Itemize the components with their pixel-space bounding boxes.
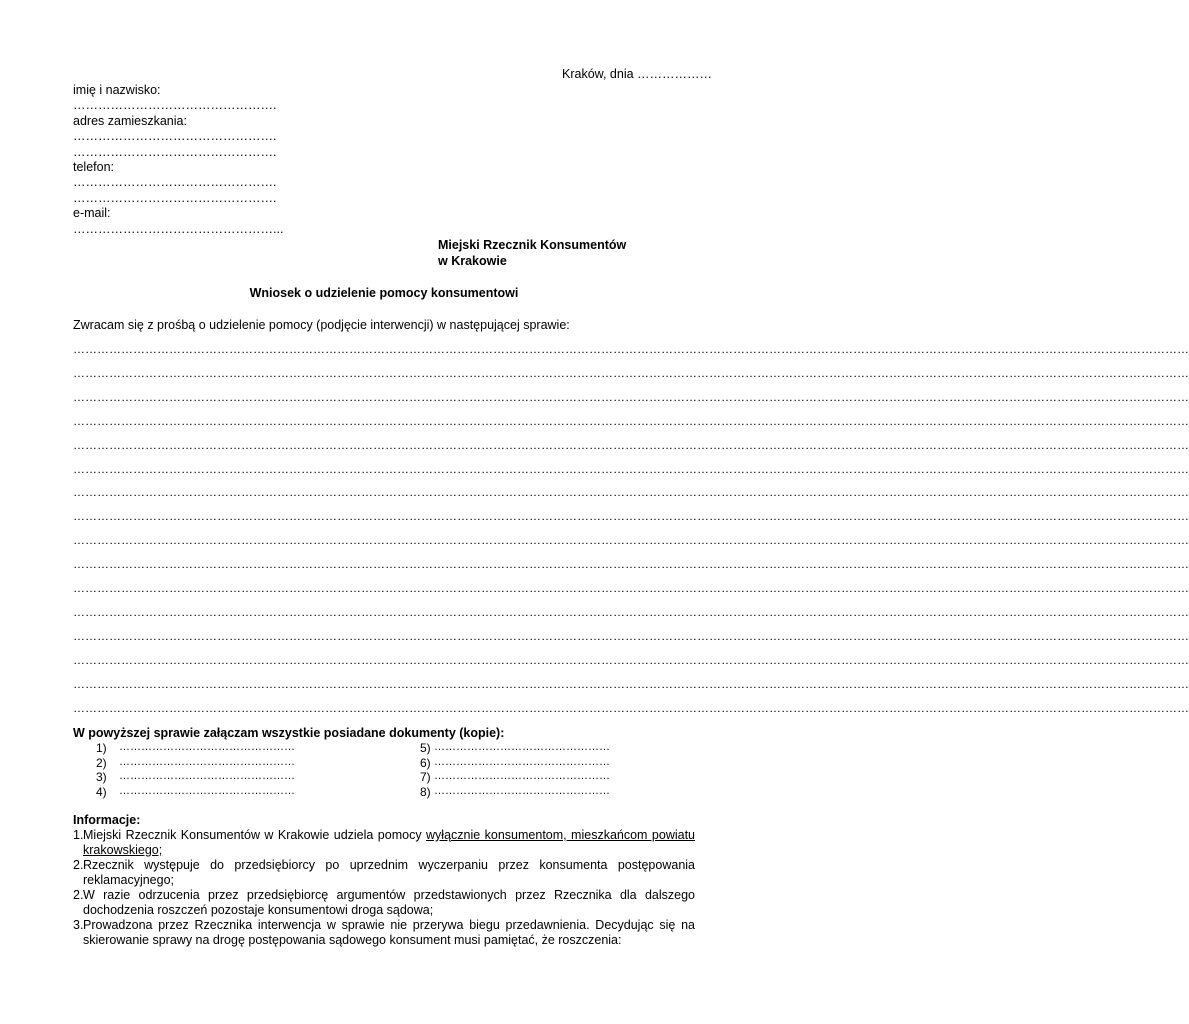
attachment-dots-8[interactable]: ………………………………………… xyxy=(434,785,610,797)
request-line-14[interactable]: ……………………………………………………………………………………………………………………………………………………………………………………………………………………………………………………… xyxy=(73,653,1189,667)
email-field-dots[interactable]: …………………………………………... xyxy=(73,222,284,236)
request-line-4[interactable]: ……………………………………………………………………………………………………………………………………………………………………………………………………………………………………………………… xyxy=(73,414,1189,428)
request-line-12[interactable]: ……………………………………………………………………………………………………………………………………………………………………………………………………………………………………………………… xyxy=(73,605,1189,619)
attachment-dots-4[interactable]: ………………………………………… xyxy=(119,785,295,797)
phone-label: telefon: xyxy=(73,160,115,174)
attachment-num-3: 3) xyxy=(96,770,107,784)
request-line-13[interactable]: ……………………………………………………………………………………………………………………………………………………………………………………………………………………………………………………… xyxy=(73,629,1189,643)
info-item-4 xyxy=(73,918,695,948)
request-line-7[interactable]: ……………………………………………………………………………………………………………………………………………………………………………………………………………………………………………………… xyxy=(73,485,1189,499)
info-item-3-text: W razie odrzucenia przez przedsiębiorcę argumentów przedstawionych przez Rzecznika dla dalszego dochodzenia roszczeń pozostaje konsumentowi droga sądowa; xyxy=(83,888,695,917)
attachment-num-1: 1) xyxy=(96,741,107,755)
address-field-dots-1[interactable]: …………………………………………. xyxy=(73,129,277,143)
attachment-num-7: 7) xyxy=(420,770,431,784)
name-label: imię i nazwisko: xyxy=(73,83,161,97)
attachment-num-8: 8) xyxy=(420,785,431,799)
page-title: Wniosek o udzielenie pomocy konsumentowi xyxy=(249,286,519,300)
attachment-dots-7[interactable]: ………………………………………… xyxy=(434,770,610,782)
request-line-9[interactable]: ……………………………………………………………………………………………………………………………………………………………………………………………………………………………………………………… xyxy=(73,533,1189,547)
recipient-line-2: w Krakowie xyxy=(438,254,507,268)
phone-field-dots-1[interactable]: …………………………………………. xyxy=(73,175,277,189)
request-line-8[interactable]: ……………………………………………………………………………………………………………………………………………………………………………………………………………………………………………………… xyxy=(73,509,1189,523)
request-intro: Zwracam się z prośbą o udzielenie pomocy (podjęcie interwencji) w następującej sprawie: xyxy=(73,318,570,332)
info-item-1-number: 1. xyxy=(73,828,84,842)
attachments-heading: W powyższej sprawie załączam wszystkie posiadane dokumenty (kopie): xyxy=(73,726,505,740)
info-list xyxy=(73,828,695,948)
info-item-3 xyxy=(73,888,695,918)
attachment-num-2: 2) xyxy=(96,756,107,770)
info-heading: Informacje: xyxy=(73,813,141,827)
request-line-3[interactable]: ……………………………………………………………………………………………………………………………………………………………………………………………………………………………………………………… xyxy=(73,390,1189,404)
info-item-1 xyxy=(73,828,695,858)
email-label: e-mail: xyxy=(73,206,111,220)
attachment-dots-5[interactable]: ………………………………………… xyxy=(434,741,610,753)
info-item-4-number: 3. xyxy=(73,918,84,932)
info-item-2 xyxy=(73,858,695,888)
info-item-1-underlined: wyłącznie konsumentom, mieszkańcom powiatu krakowskiego; xyxy=(83,828,695,857)
attachment-dots-6[interactable]: ………………………………………… xyxy=(434,756,610,768)
address-label: adres zamieszkania: xyxy=(73,114,187,128)
place-date: Kraków, dnia ……………… xyxy=(562,67,713,81)
request-line-10[interactable]: ……………………………………………………………………………………………………………………………………………………………………………………………………………………………………………………… xyxy=(73,557,1189,571)
request-line-11[interactable]: ……………………………………………………………………………………………………………………………………………………………………………………………………………………………………………………… xyxy=(73,581,1189,595)
address-field-dots-2[interactable]: …………………………………………. xyxy=(73,145,277,159)
request-line-1[interactable]: ……………………………………………………………………………………………………………………………………………………………………………………………………………………………………………………… xyxy=(73,342,1189,356)
request-line-5[interactable]: ……………………………………………………………………………………………………………………………………………………………………………………………………………………………………………………… xyxy=(73,438,1189,452)
attachment-num-5: 5) xyxy=(420,741,431,755)
request-line-16[interactable]: ……………………………………………………………………………………………………………………………………………………………………………………………………………………………………………………… xyxy=(73,701,1189,715)
request-line-2[interactable]: ……………………………………………………………………………………………………………………………………………………………………………………………………………………………………………………… xyxy=(73,366,1189,380)
info-item-3-number: 2. xyxy=(73,888,84,902)
phone-field-dots-2[interactable]: …………………………………………. xyxy=(73,191,277,205)
info-item-4-text: Prowadzona przez Rzecznika interwencja w sprawie nie przerywa biegu przedawnienia. Decydując się na skierowanie sprawy na drogę postępowania sądowego konsument musi pamiętać, że roszczenia: xyxy=(83,918,695,947)
attachment-dots-1[interactable]: ………………………………………… xyxy=(119,741,295,753)
info-item-2-text: Rzecznik występuje do przedsiębiorcy po uprzednim wyczerpaniu przez konsumenta postępowania reklamacyjnego; xyxy=(83,858,695,887)
request-line-15[interactable]: ……………………………………………………………………………………………………………………………………………………………………………………………………………………………………………………… xyxy=(73,677,1189,691)
attachment-dots-2[interactable]: ………………………………………… xyxy=(119,756,295,768)
info-item-2-number: 2. xyxy=(73,858,84,872)
info-item-1-text: Miejski Rzecznik Konsumentów w Krakowie udziela pomocy xyxy=(83,828,427,842)
recipient-line-1: Miejski Rzecznik Konsumentów xyxy=(438,238,627,252)
request-line-6[interactable]: ……………………………………………………………………………………………………………………………………………………………………………………………………………………………………………………… xyxy=(73,462,1189,476)
attachment-num-4: 4) xyxy=(96,785,107,799)
attachment-dots-3[interactable]: ………………………………………… xyxy=(119,770,295,782)
attachment-num-6: 6) xyxy=(420,756,431,770)
name-field-dots[interactable]: …………………………………………. xyxy=(73,98,277,112)
